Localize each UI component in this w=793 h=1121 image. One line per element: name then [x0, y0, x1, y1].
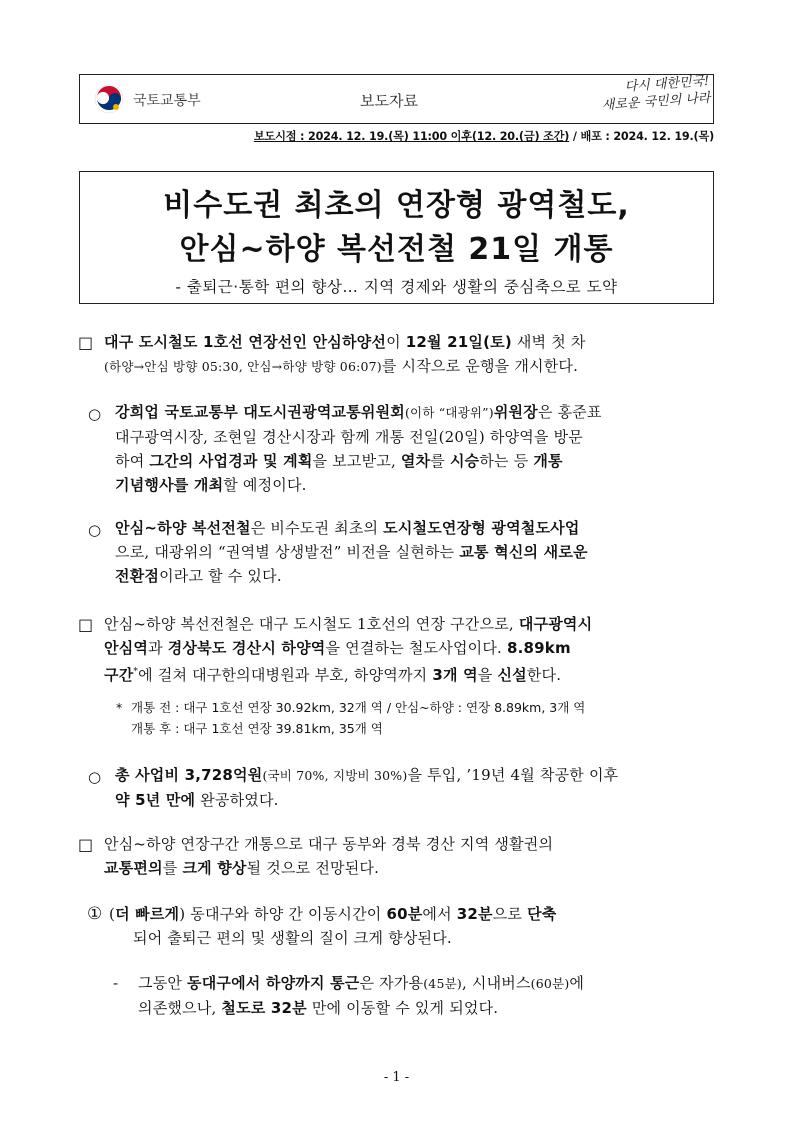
p7-text-2: ) 동대구와 하양 간 이동시간이: [179, 905, 387, 923]
p2-text-6: 를: [430, 452, 450, 470]
p1-bold-2: 12월 21일(토): [405, 333, 512, 351]
p7-text-1: (: [109, 905, 116, 923]
p8-text-3: (45분): [423, 976, 462, 991]
p1-text-3: (하양→안심 방향 05:30, 안심→하양 방향 06:07): [104, 359, 382, 374]
p7-text-3: 에서: [422, 905, 457, 923]
p3-bold-3: 교통 혁신의 새로운: [459, 543, 588, 561]
p4-bold-6: 3개 역: [432, 666, 478, 684]
paragraph-8: [138, 971, 718, 1020]
p6-text-2: 를: [162, 859, 183, 877]
p4-text-6: 한다.: [526, 666, 562, 684]
p8-text-5: (60분): [530, 976, 570, 991]
p3-bold-1: 안심~하양 복선전철: [115, 519, 251, 537]
p7-bold-4: 단축: [527, 905, 557, 923]
p7-text-4: 으로: [492, 905, 528, 923]
p3-text-1: 은 비수도권 최초의: [250, 519, 384, 537]
p2-bold-1: 강희업 국토교통부 대도시권광역교통위원회: [115, 403, 405, 421]
p7-bold-3: 32분: [456, 905, 493, 923]
p3-text-3: 이라고 할 수 있다.: [159, 567, 282, 585]
p1-text-4: 를 시작으로 운행을 개시한다.: [381, 357, 579, 375]
slogan-line-1: 다시 대한민국!: [624, 73, 710, 95]
p1-bold-1: 대구 도시철도 1호선 연장선인 안심하양선: [104, 333, 387, 351]
square-bullet: □: [78, 333, 94, 352]
p4-bold-5: 구간: [104, 666, 134, 684]
circle-bullet: ○: [88, 405, 102, 423]
release-separator: /: [569, 130, 581, 143]
p2-text-1: (이하 “대광위”): [404, 405, 494, 420]
title-line-1: 비수도권 최초의 연장형 광역철도,: [163, 188, 630, 223]
p2-text-8: 할 예정이다.: [223, 476, 307, 494]
p8-text-6: 에: [569, 974, 585, 992]
p2-bold-5: 시승: [449, 452, 480, 470]
p4-text-5: 을: [477, 666, 498, 684]
circle-bullet: ○: [88, 521, 102, 539]
footnote-line-1: 개통 전 : 대구 1호선 연장 30.92km, 32개 역 / 안심~하양 : 연장 8.89km, 3개 역: [131, 700, 586, 715]
p8-text-2: 은 자가용: [359, 974, 424, 992]
paragraph-7: [109, 902, 717, 950]
paragraph-1: [104, 330, 716, 379]
slogan-line-2: 새로운 국민의 나라: [601, 90, 711, 114]
p8-text-7: 의존했으나,: [138, 999, 222, 1017]
p4-text-2: 과: [148, 639, 168, 657]
p4-text-4: 에 걸쳐 대구한의대병원과 부호, 하양역까지: [138, 666, 433, 684]
p2-bold-7: 기념행사를 개최: [115, 476, 224, 494]
p4-bold-2: 안심역: [104, 639, 149, 657]
p1-text-2: 새벽 첫 차: [511, 333, 586, 351]
p8-bold-1: 동대구에서 하양까지 통근: [187, 974, 360, 992]
p2-text-5: 을 보고받고,: [312, 452, 401, 470]
p3-bold-4: 전환점: [115, 567, 160, 585]
footnote-star: *: [116, 700, 123, 715]
p8-text-8: 만에 이동할 수 있게 되었다.: [306, 999, 499, 1017]
document-type: 보도자료: [360, 92, 418, 110]
p2-bold-3: 그간의 사업경과 및 계획: [149, 452, 313, 470]
paragraph-6: [104, 832, 716, 880]
dash-bullet: -: [113, 974, 119, 992]
p4-text-3: 을 연결하는 철도사업이다.: [325, 639, 507, 657]
p6-bold-2: 크게 향상: [182, 859, 247, 877]
p8-bold-2: 철도로 32분: [221, 999, 307, 1017]
footnote-line-2: 개통 후 : 대구 1호선 연장 39.81km, 35개 역: [131, 721, 383, 736]
p2-bold-6: 개통: [533, 452, 563, 470]
square-bullet: □: [78, 835, 94, 854]
p1-text-1: 이: [386, 333, 406, 351]
ministry-name: 국토교통부: [133, 93, 201, 109]
title-line-2: 안심~하양 복선전철 21일 개통: [179, 232, 614, 267]
p6-text-3: 될 것으로 전망된다.: [246, 859, 380, 877]
p5-bold-1: 총 사업비 3,728억원: [115, 766, 263, 784]
embargo-time: 보도시점 : 2024. 12. 19.(목) 11:00 이후(12. 20.(금) 조간): [253, 130, 570, 143]
p6-text-1: 안심~하양 연장구간 개통으로 대구 동부와 경북 경산 지역 생활권의: [104, 835, 554, 853]
p2-bold-4: 열차: [400, 452, 431, 470]
subtitle: - 출퇴근·통학 편의 향상… 지역 경제와 생활의 중심축으로 도약: [175, 278, 618, 296]
p5-text-1: (국비 70%, 지방비 30%): [262, 768, 408, 783]
p2-text-7: 하는 등: [479, 452, 534, 470]
paragraph-5: [115, 763, 717, 812]
p5-bold-2: 약 5년 만에: [115, 791, 196, 809]
p4-footnote-mark: *: [133, 667, 139, 677]
p2-text-3: 대구광역시장, 조현일 경산시장과 함께 개통 전일(20일) 하양역을 방문: [115, 428, 583, 446]
paragraph-4: [104, 612, 716, 687]
p2-text-4: 하여: [115, 452, 150, 470]
page-number: - 1 -: [383, 1070, 410, 1085]
p4-bold-3: 경상북도 경산시 하양역: [167, 639, 326, 657]
p3-bold-2: 도시철도연장형 광역철도사업: [383, 519, 580, 537]
footnote: [131, 697, 721, 739]
square-bullet: □: [78, 615, 94, 634]
numbered-bullet-1: ①: [87, 904, 103, 924]
p7-bold-1: 더 빠르게: [115, 905, 180, 923]
circle-bullet: ○: [88, 768, 102, 786]
p4-bold-1: 대구광역시: [518, 615, 593, 633]
p4-bold-4: 8.89km: [506, 639, 571, 657]
p2-bold-2: 위원장: [493, 403, 538, 421]
p5-text-3: 완공하였다.: [195, 791, 279, 809]
distribution-time: 배포 : 2024. 12. 19.(목): [580, 130, 714, 143]
p2-text-2: 은 홍준표: [537, 403, 602, 421]
p4-bold-7: 신설: [497, 666, 527, 684]
p7-bold-2: 60분: [386, 905, 423, 923]
p8-text-1: 그동안: [138, 974, 188, 992]
p4-text-1: 안심~하양 복선전철은 대구 도시철도 1호선의 연장 구간으로,: [104, 615, 519, 633]
ministry-logo-icon: [93, 83, 125, 115]
paragraph-3: [115, 516, 717, 588]
p7-text-5: 되어 출퇴근 편의 및 생활의 질이 크게 향상된다.: [133, 929, 452, 947]
paragraph-2: [115, 400, 717, 497]
p3-text-2: 으로, 대광위의 “권역별 상생발전” 비전을 실현하는: [115, 543, 460, 561]
p8-text-4: , 시내버스: [461, 974, 531, 992]
p6-bold-1: 교통편의: [104, 859, 163, 877]
p5-text-2: 을 투입, ’19년 4월 착공한 이후: [407, 766, 619, 784]
release-info: [79, 128, 714, 144]
